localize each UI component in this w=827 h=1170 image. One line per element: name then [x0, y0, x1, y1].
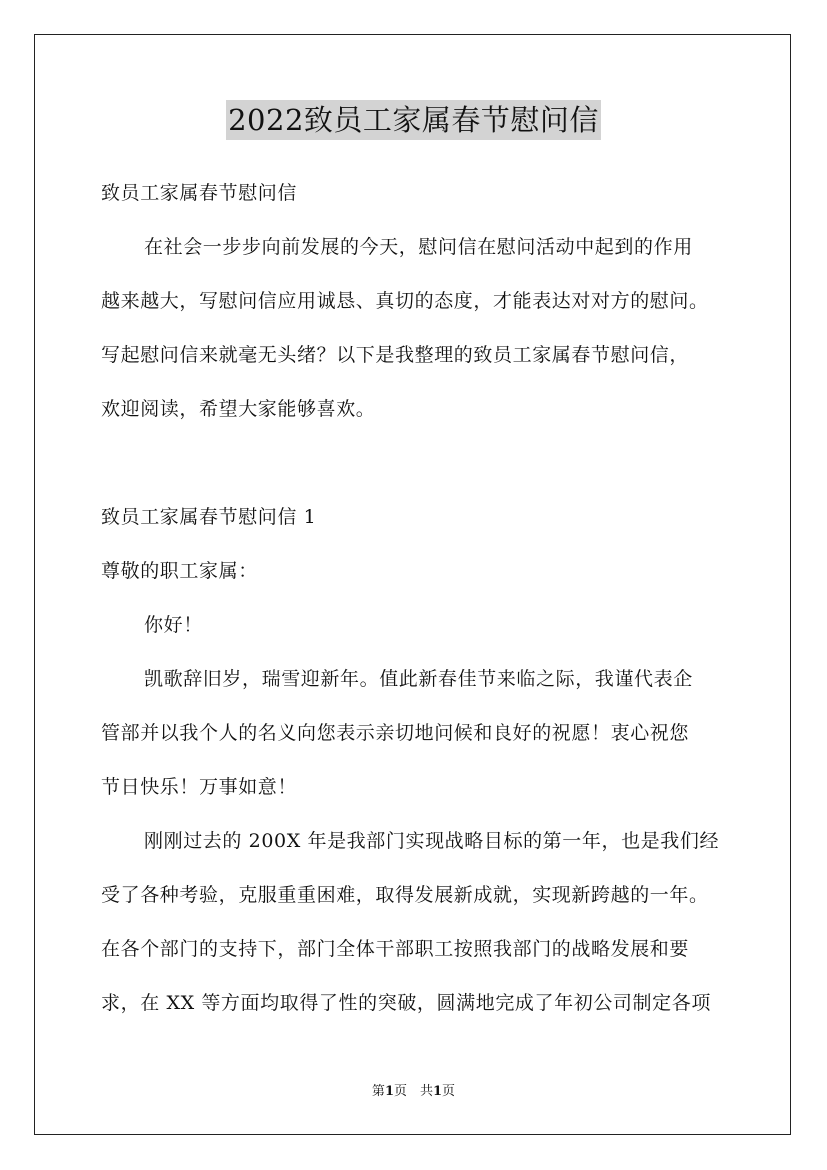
paragraph-line: 求，在 XX 等方面均取得了性的突破，圆满地完成了年初公司制定各项: [101, 992, 711, 1014]
page-footer: [0, 1084, 827, 1100]
paragraph-line: 越来越大，写慰问信应用诚恳、真切的态度，才能表达对对方的慰问。: [101, 290, 709, 312]
document-title: 2022致员工家属春节慰问信: [226, 100, 601, 140]
paragraph-line: 欢迎阅读，希望大家能够喜欢。: [101, 398, 376, 420]
footer-page-suffix: 页: [442, 1084, 456, 1099]
paragraph-line: 凯歌辞旧岁，瑞雪迎新年。值此新春佳节来临之际，我谨代表企: [144, 668, 693, 690]
greeting: 你好！: [144, 614, 203, 636]
section-heading: 致员工家属春节慰问信 1: [101, 506, 317, 528]
title-container: [0, 100, 827, 140]
paragraph-line: 在各个部门的支持下，部门全体干部职工按照我部门的战略发展和要: [101, 938, 690, 960]
salutation: 尊敬的职工家属：: [101, 560, 258, 582]
footer-page-mid: 页 共: [393, 1084, 433, 1099]
paragraph-line: 受了各种考验，克服重重困难，取得发展新成就，实现新跨越的一年。: [101, 884, 709, 906]
paragraph-line: 在社会一步步向前发展的今天，慰问信在慰问活动中起到的作用: [144, 236, 693, 258]
footer-page-current: 1: [384, 1084, 394, 1099]
footer-page-total: 1: [433, 1084, 443, 1099]
footer-page-prefix: 第: [371, 1084, 385, 1099]
paragraph-line: 刚刚过去的 200X 年是我部门实现战略目标的第一年，也是我们经: [144, 830, 720, 852]
paragraph-line: 写起慰问信来就毫无头绪？以下是我整理的致员工家属春节慰问信，: [101, 344, 690, 366]
paragraph-line: 节日快乐！万事如意！: [101, 776, 298, 798]
subtitle-line: 致员工家属春节慰问信: [101, 182, 298, 204]
paragraph-line: 管部并以我个人的名义向您表示亲切地问候和良好的祝愿！衷心祝您: [101, 722, 690, 744]
